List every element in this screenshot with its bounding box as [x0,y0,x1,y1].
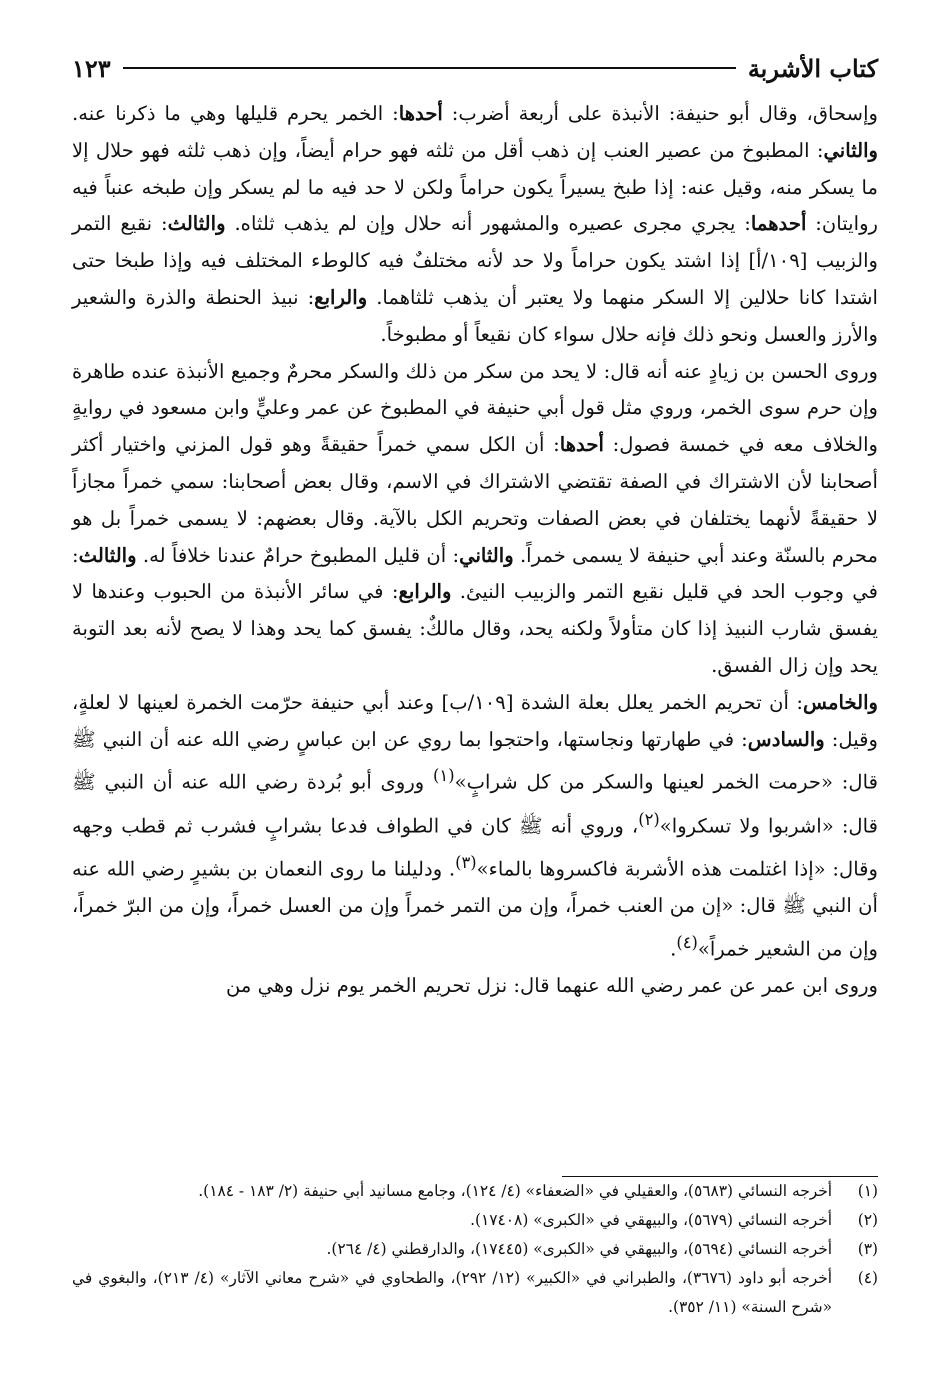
text-run: : الخمر يحرم قليلها وهي ما ذكرنا عنه. [72,102,399,125]
header-rule [123,67,736,69]
paragraph-1 [72,96,878,354]
section-marker: والثالث [167,212,226,236]
text-run: ، وروي أنه ﷺ كان في الطواف فدعا بشرابٍ فشرب ثم قطب وجهه وقال: «إذا اغتلمت هذه الأشربة فاكسروها بالماء» [72,814,878,881]
paragraph-4: وروى ابن عمر عن عمر رضي الله عنهما قال: نزل تحريم الخمر يوم نزل وهي من [225,974,878,998]
paragraph-2 [72,354,878,685]
main-text [72,96,878,1005]
footnote-ref: (٣) [455,853,477,872]
section-marker: والخامس [803,690,878,714]
footnote-item [72,1177,878,1206]
section-marker: أحدهما [750,212,807,236]
footnote-item [72,1235,878,1264]
text-run: : المطبوخ من عصير العنب إن ذهب أقل من ثلثه فهو حرام أيضاً، وإن ذهب ثلثه فهو حلال إلا ما يسكر منه، وقيل عنه: إذا طبخ يسيراً يكون حراماً ولكن لا حد فيه ما لم يسكر وإن طبخه عنباً فيه روايتان: [72,138,878,236]
footnote-number: (٤) [857,1269,878,1287]
section-marker: أحدها [398,102,443,125]
running-header [72,46,878,90]
footnote-text: أخرجه النسائي (٥٦٨٣)، والعقيلي في «الضعفاء» (٤/ ١٢٤)، وجامع مسانيد أبي حنيفة (٢/ ١٨٣ - ١٨٤). [198,1182,832,1200]
page [72,46,878,1005]
footnote-ref: (٢) [638,809,660,829]
footnote-number: (٣) [857,1240,878,1258]
text-run: : في طهارتها ونجاستها، واحتجوا بما روي عن ابن عباسٍ رضي الله عنه أن النبي ﷺ قال: «حرمت الخمر لعينها والسكر من كل شرابٍ» [72,727,878,794]
footnote-number: (١) [857,1182,878,1200]
section-marker: والسادس [747,727,825,751]
footnote-item [72,1264,878,1322]
footnote-number: (٢) [857,1211,878,1229]
text-run: . ودليلنا ما روى النعمان بن بشيرٍ رضي الله عنه أن النبي ﷺ قال: «إن من العنب خمراً، وإن من التمر خمراً وإن من العسل خمراً، وإن من البرّ خمراً، وإن من الشعير خمراً» [72,857,878,961]
section-marker: والرابع [398,580,452,604]
footnote-text: أخرجه أبو داود (٣٦٧٦)، والطبراني في «الكبير» (١٢/ ٢٩٢)، والطحاوي في «شرح معاني الآثار» (٤/ ٢١٣)، والبغوي في «شرح السنة» (١١/ ٣٥٢). [72,1269,833,1316]
text-run: وروى الحسن بن زيادٍ عنه أنه قال: لا يحد من سكر من ذلك والسكر محرمٌ وجميع الأنبذة عنده طاهرة وإن حرم سوى الخمر، وروي مثل قول أبي حنيفة في المطبوخ عن عمر وعليٍّ وابن مسعود في روايةٍ والخلاف معه في خمسة فصول: [72,359,879,457]
section-marker: والثالث [78,543,137,567]
text-run: وإسحاق، وقال أبو حنيفة: الأنبذة على أربعة أضرب: [442,102,878,125]
text-run: : أن تحريم الخمر يعلل بعلة الشدة [١٠٩/ب] وعند أبي حنيفة حرّمت الخمرة لعينها لا لعلةٍ، وقيل: [72,690,878,751]
footnote-ref: (١) [433,766,455,786]
footnote-text: أخرجه النسائي (٥٦٩٤)، والبيهقي في «الكبرى» (١٧٤٤٥)، والدارقطني (٤/ ٢٦٤). [326,1240,832,1258]
text-run: : في سائر الأنبذة من الحبوب وعندها لا يفسق شارب النبيذ إذا كان متأولاً ولكنه يحد، وقال مالكٌ: يفسق كما يحد وهذا لا يصح لأنه بعد التوبة يحد وإن زال الفسق. [72,580,878,677]
book-title: كتاب الأشربة [747,53,878,83]
text-run: : يجري مجرى عصيره والمشهور أنه حلال وإن لم يذهب ثلثاه. [225,212,751,236]
page-number: ١٢٣ [72,53,111,83]
section-marker: أحدها [559,433,604,457]
text-run: : نقيع التمر والزبيب [١٠٩/أ] إذا اشتد يكون حراماً ولا حد لأنه مختلفٌ فيه كالوطء المختلف فيه وإذا طبخا حتى اشتدا كانا حلالين إلا السكر منهما ولا يعتبر أن يذهب ثلثاهما. [72,212,879,309]
paragraph-3 [72,685,878,969]
section-marker: والرابع [314,285,368,309]
text-run: : نبيذ الحنطة والذرة والشعير والأرز والعسل ونحو ذلك فإنه حلال سواء كان نقيعاً أو مطبوخاً. [72,285,878,346]
text-run: : أن قليل المطبوخ حرامٌ عندنا خلافاً له. [136,543,460,567]
section-marker: والثاني [823,138,878,162]
footnotes [72,1150,878,1322]
section-marker: والثاني [459,543,514,567]
footnote-text: أخرجه النسائي (٥٦٧٩)، والبيهقي في «الكبرى» (١٧٤٠٨). [470,1211,832,1229]
text-run: وروى أبو بُردة رضي الله عنه أن النبي ﷺ قال: «اشربوا ولا تسكروا» [72,770,878,838]
footnote-item [72,1206,878,1235]
text-run: . [670,937,677,961]
footnote-ref: (٤) [676,933,698,953]
text-run: : في وجوب الحد في قليل نقيع التمر والزبيب النيئ. [72,543,878,604]
text-run: : أن الكل سمي خمراً حقيقةً وهو قول المزني واختيار أكثر أصحابنا لأن الاشتراك في الصفة تقتضي الاشتراك في الاسم، وقال بعض أصحابنا: سمي خمراً مجازاً لا حقيقةً لأنهما يختلفان في بعض الصفات وتحريم الكل بالآية. وقال بعضهم: لا يسمى خمراً بل هو محرم بالسنّة وعند أبي حنيفة لا يسمى خمراً. [72,433,878,567]
